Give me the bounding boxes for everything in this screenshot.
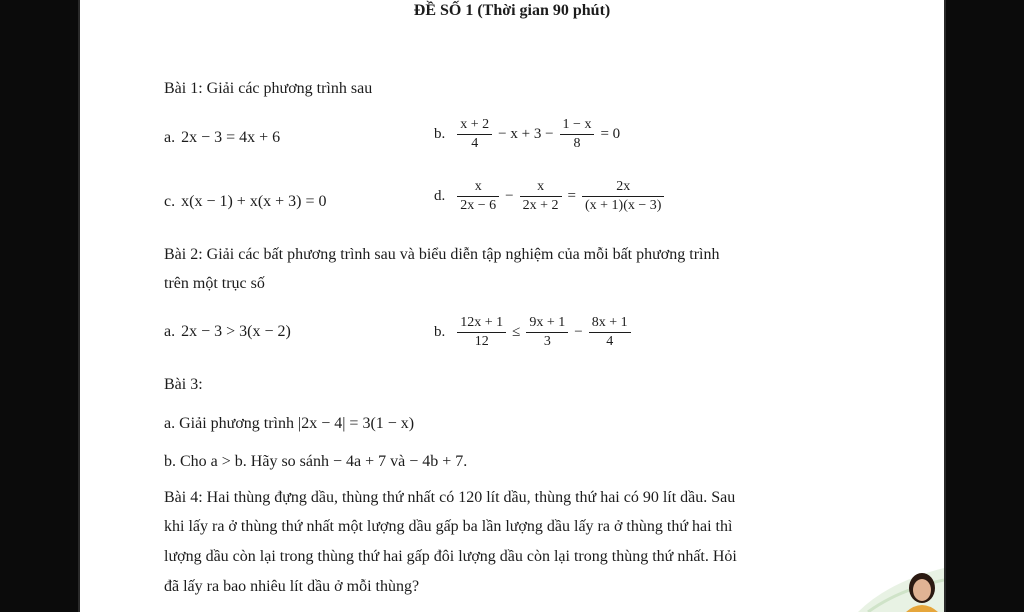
bai4-line3: lượng dầu còn lại trong thùng thứ hai gấp đôi lượng dầu còn lại trong thùng thứ nhất. Hỏi xyxy=(164,548,737,565)
bai2-b-fraction-2 xyxy=(526,314,568,351)
bai1-b-end: = 0 xyxy=(600,126,621,142)
presenter-avatar xyxy=(902,570,942,612)
bai2-a-label: a. xyxy=(164,323,176,340)
bai3-a: a. Giải phương trình |2x − 4| = 3(1 − x) xyxy=(164,415,415,432)
operator: − xyxy=(505,188,514,204)
bai1-b xyxy=(434,116,620,153)
numerator: x + 2 xyxy=(457,116,492,135)
bai1-b-middle: − x + 3 − xyxy=(498,126,554,142)
bai1-b-fraction-2 xyxy=(560,116,595,153)
bai1-d-label: d. xyxy=(434,188,446,204)
document-page xyxy=(78,0,946,612)
bai2-b xyxy=(434,314,633,351)
numerator: 8x + 1 xyxy=(589,314,631,333)
operator: − xyxy=(574,324,583,340)
denominator: 2x − 6 xyxy=(460,198,497,213)
denominator: 3 xyxy=(543,334,551,349)
bai2-title-line1: Bài 2: Giải các bất phương trình sau và biểu diễn tập nghiệm của mỗi bất phương trình xyxy=(164,246,720,263)
bai1-c-label: c. xyxy=(164,193,176,210)
bai1-d-fraction-1 xyxy=(457,178,499,215)
bai1-b-label: b. xyxy=(434,126,446,142)
denominator: 2x + 2 xyxy=(522,198,559,213)
bai4-line1: Bài 4: Hai thùng đựng dầu, thùng thứ nhất có 120 lít dầu, thùng thứ hai có 90 lít dầu. Sau xyxy=(164,489,736,506)
bai1-c xyxy=(164,193,327,211)
numerator: 12x + 1 xyxy=(457,314,506,333)
bai1-a xyxy=(164,129,280,147)
bai1-d-fraction-2 xyxy=(520,178,562,215)
bai2-b-fraction-3 xyxy=(589,314,631,351)
denominator: 8 xyxy=(573,136,581,151)
numerator: 2x xyxy=(582,178,664,197)
numerator: 9x + 1 xyxy=(526,314,568,333)
bai1-a-equation: 2x − 3 = 4x + 6 xyxy=(181,129,281,146)
bai4-line4: đã lấy ra bao nhiêu lít dầu ở mỗi thùng? xyxy=(164,578,420,595)
bai1-c-equation: x(x − 1) + x(x + 3) = 0 xyxy=(181,193,327,210)
bai3-title: Bài 3: xyxy=(164,376,203,393)
bai1-title: Bài 1: Giải các phương trình sau xyxy=(164,80,373,97)
denominator: (x + 1)(x − 3) xyxy=(585,198,662,213)
numerator: x xyxy=(457,178,499,197)
bai1-a-label: a. xyxy=(164,129,176,146)
bai1-b-fraction-1 xyxy=(457,116,492,153)
bai3-b: b. Cho a > b. Hãy so sánh − 4a + 7 và − 4b + 7. xyxy=(164,453,468,470)
numerator: x xyxy=(520,178,562,197)
bai2-b-fraction-1 xyxy=(457,314,506,351)
denominator: 12 xyxy=(474,334,489,349)
denominator: 4 xyxy=(606,334,614,349)
bai1-d xyxy=(434,178,666,215)
bai4-line2: khi lấy ra ở thùng thứ nhất một lượng dầu gấp ba lần lượng dầu lấy ra ở thùng thứ hai thì xyxy=(164,518,733,535)
exam-title: ĐỀ SỐ 1 (Thời gian 90 phút) xyxy=(413,2,611,19)
operator: ≤ xyxy=(512,324,521,340)
bai1-d-fraction-3 xyxy=(582,178,664,215)
denominator: 4 xyxy=(471,136,479,151)
bai2-title-line2: trên một trục số xyxy=(164,275,265,292)
bai2-b-label: b. xyxy=(434,324,446,340)
bai2-a xyxy=(164,323,291,341)
operator: = xyxy=(567,188,576,204)
bai2-a-inequality: 2x − 3 > 3(x − 2) xyxy=(181,323,291,340)
numerator: 1 − x xyxy=(560,116,595,135)
